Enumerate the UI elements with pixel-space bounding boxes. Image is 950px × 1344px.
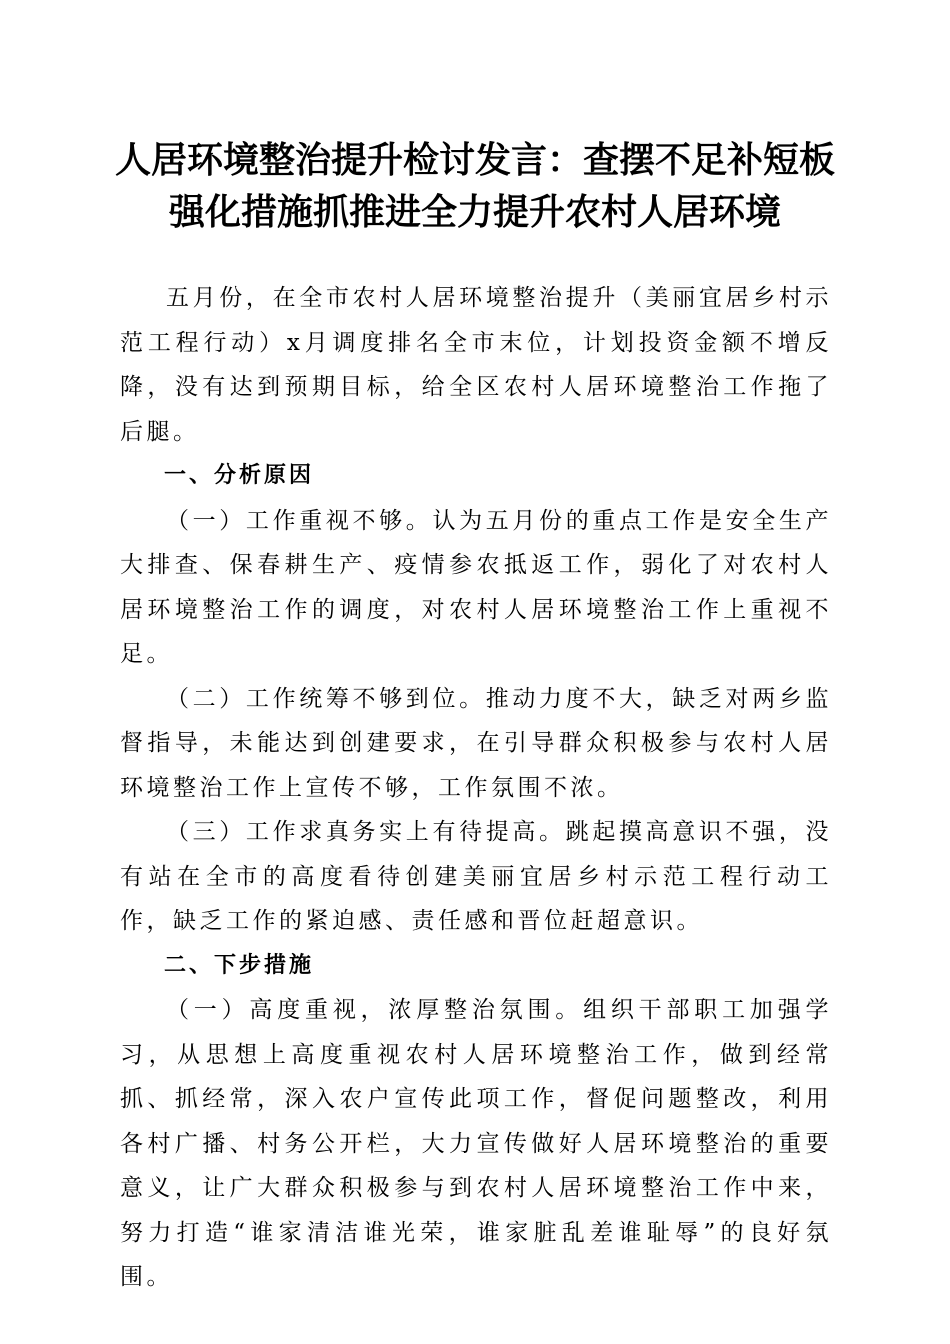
- analysis-item-1-lead: （一）工作重视不够。: [166, 507, 433, 534]
- section-heading-measures: 二、下步措施: [164, 952, 315, 978]
- analysis-item-2: [120, 677, 832, 811]
- document-title: [100, 134, 850, 238]
- measures-item-1-lead: （一）高度重视，浓厚整治氛围。: [166, 997, 584, 1023]
- analysis-item-3: [120, 810, 832, 944]
- intro-paragraph: 五月份，在全市农村人居环境整治提升（美丽宜居乡村示范工程行动）x月调度排名全市末位，计划投资金额不增反降，没有达到预期目标，给全区农村人居环境整治工作拖了后腿。: [120, 285, 832, 445]
- analysis-item-2-text: 推动力度不大，缺乏对两乡监督指导，未能达到创建要求，在引导群众积极参与农村人居环境整治工作上宣传不够，工作氛围不浓。: [120, 685, 833, 801]
- analysis-item-3-text: 跳起摸高意识不强，没有站在全市的高度看待创建美丽宜居乡村示范工程行动工作，缺乏工作的紧迫感、责任感和晋位赶超意识。: [120, 819, 833, 934]
- title-line-1: 人居环境整治提升检讨发言：查摆不足补短板: [114, 139, 835, 181]
- analysis-item-2-lead: （二）工作统筹不够到位。: [166, 685, 486, 712]
- analysis-item-1-text: 认为五月份的重点工作是安全生产大排查、保春耕生产、疫情参农抵返工作，弱化了对农村人居环境整治工作的调度，对农村人居环境整治工作上重视不足。: [120, 507, 833, 667]
- analysis-item-1: [120, 499, 832, 677]
- title-line-2: 强化措施抓推进全力提升农村人居环境: [168, 191, 781, 233]
- measures-item-1-text: 组织干部职工加强学习，从思想上高度重视农村人居环境整治工作，做到经常抓、抓经常，深入农户宣传此项工作，督促问题整改，利用各村广播、村务公开栏，大力宣传做好人居环境整治的重要意义，让广大群众积极参与到农村人居环境整治工作中来，努力打造“谁家清洁谁光荣，谁家脏乱差谁耻辱”的良好氛围。: [120, 997, 833, 1290]
- document-body: [120, 276, 832, 1300]
- measures-item-1: [120, 988, 832, 1300]
- analysis-item-3-lead: （三）工作求真务实上有待提高。: [166, 819, 566, 845]
- section-heading-analysis: 一、分析原因: [164, 463, 315, 488]
